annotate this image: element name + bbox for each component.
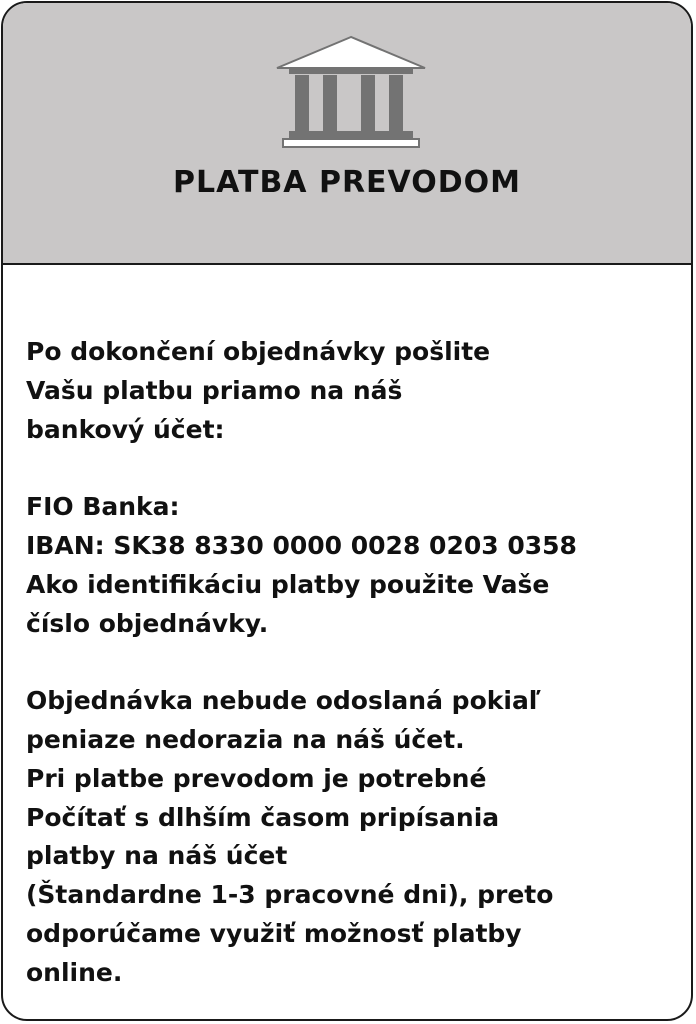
text-line: peniaze nedorazia na náš účet. [26,724,465,754]
paragraph-gap [26,643,686,682]
bank-building-icon [271,33,431,151]
text-line: online. [26,957,123,987]
text-line: Pri platbe prevodom je potrebné [26,763,487,793]
text-line: odporúčame využiť možnosť platby [26,918,522,948]
text-line: Vašu platbu priamo na náš [26,375,403,405]
page-title: PLATBA PREVODOM [172,165,522,200]
text-line: Počítať s dlhším časom pripísania [26,802,500,832]
instructions-text [26,333,686,993]
text-line: bankový účet: [26,414,225,444]
paragraph-gap [26,449,686,488]
payment-info-card [1,1,693,1021]
iban: IBAN: SK38 8330 0000 0028 0203 0358 [26,530,577,560]
text-line: číslo objednávky. [26,608,269,638]
card-header [3,3,691,265]
text-line: Ako identifikáciu platby použite Vaše [26,569,550,599]
bank-name: FIO Banka: [26,492,180,522]
text-line: Objednávka nebude odoslaná pokiaľ [26,686,541,716]
text-line: Po dokončení objednávky pošlite [26,337,491,366]
text-line: (Štandardne 1-3 pracovné dni), preto [26,880,554,910]
text-line: platby na náš účet [26,841,288,871]
